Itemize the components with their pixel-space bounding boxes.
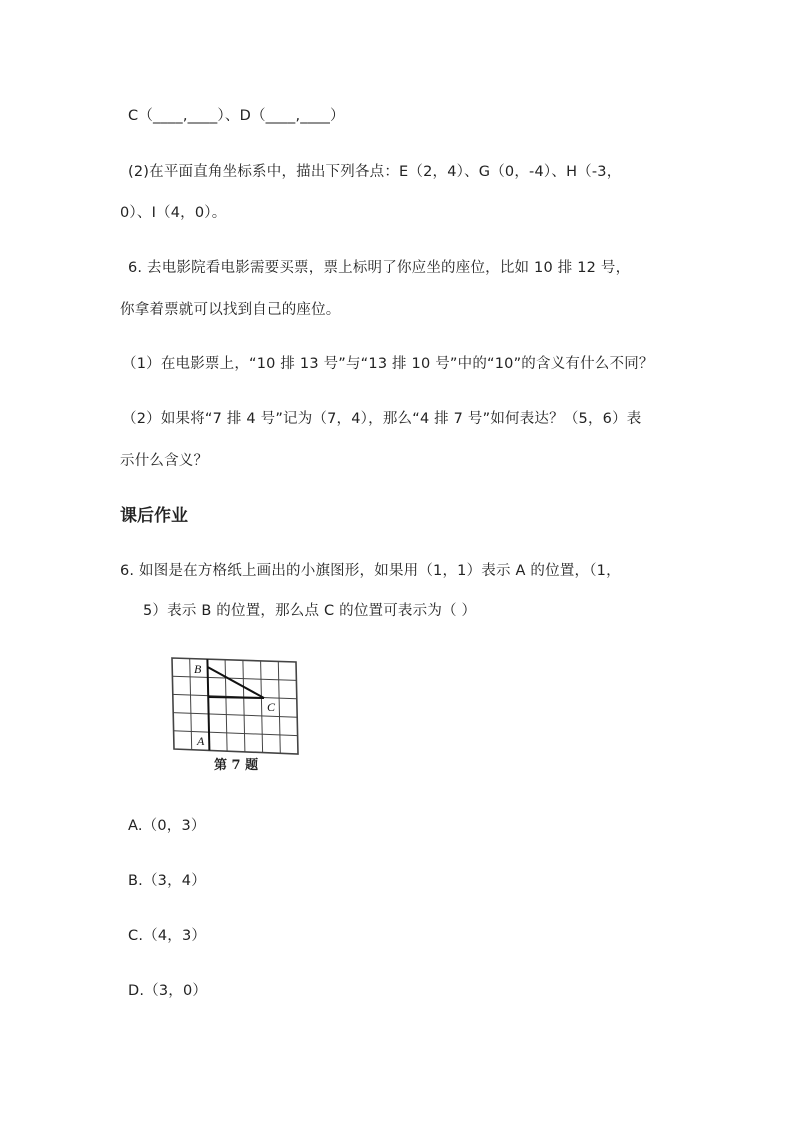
point-a-label: A xyxy=(197,734,205,748)
point-b-label: B xyxy=(194,662,202,676)
sub-question-2-line-2: 示什么含义？ xyxy=(120,453,209,469)
sub-question-2-line-1: （2）如果将“7 排 4 号”记为（7，4），那么“4 排 7 号”如何表达？（5，6）表 xyxy=(122,411,642,427)
flag-shape xyxy=(207,659,264,750)
answer-blanks-line: C（____,____）、D（____,____） xyxy=(128,108,345,124)
figure-caption: 第 7 题 xyxy=(214,758,259,773)
homework-question-line-2: 5）表示 B 的位置，那么点 C 的位置可表示为（ ） xyxy=(143,603,477,619)
grid-diagram xyxy=(168,652,304,776)
section-heading: 课后作业 xyxy=(120,506,188,526)
option-b: B.（3，4） xyxy=(128,873,206,889)
sub-question-1: （1）在电影票上，“10 排 13 号”与“13 排 10 号”中的“10”的含义有什么不同？ xyxy=(122,356,654,372)
question-6-line-1: 6. 去电影院看电影需要买票，票上标明了你应坐的座位，比如 10 排 12 号， xyxy=(128,260,631,276)
point-c-label: C xyxy=(267,700,276,714)
homework-question-line-1: 6. 如图是在方格纸上画出的小旗图形，如果用（1，1）表示 A 的位置，（1， xyxy=(120,563,621,579)
question-6-line-2: 你拿着票就可以找到自己的座位。 xyxy=(120,302,341,318)
task-line-plot-points-cont: 0）、I（4，0）。 xyxy=(120,205,227,221)
flag-grid-figure xyxy=(168,652,304,776)
option-d: D.（3，0） xyxy=(128,983,208,999)
option-c: C.（4，3） xyxy=(128,928,207,944)
grid-lines xyxy=(172,658,298,754)
task-line-plot-points: (2)在平面直角坐标系中，描出下列各点：E（2，4）、G（0，-4）、H（-3， xyxy=(128,164,622,180)
option-a: A.（0，3） xyxy=(128,818,206,834)
